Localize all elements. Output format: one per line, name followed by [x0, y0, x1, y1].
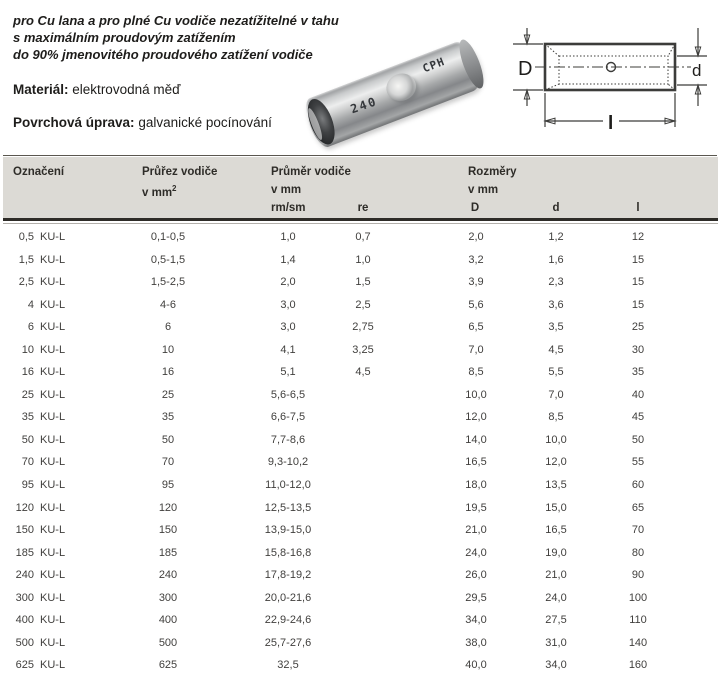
cell-prurez: 95	[161, 479, 175, 492]
cell-size: 2,5	[18, 276, 34, 289]
diagram-label-D: D	[518, 58, 533, 80]
cell-d: 27,5	[545, 614, 567, 627]
cell-d: 15,0	[545, 501, 567, 514]
cell-rm-sm: 20,0-21,6	[264, 591, 312, 604]
cell-rm-sm: 22,9-24,6	[264, 614, 312, 627]
cell-size: 50	[21, 433, 34, 446]
cell-l: 25	[631, 321, 645, 334]
header-prumer: Průměr vodiče	[271, 166, 351, 178]
intro-line-3: do 90% jmenovitého proudového zatížení vodiče	[13, 46, 313, 62]
table-row	[0, 519, 720, 542]
cell-type: KU-L	[40, 591, 66, 604]
cell-D: 3,2	[468, 253, 484, 266]
cell-size: 120	[15, 501, 34, 514]
cell-size: 500	[15, 636, 34, 649]
header-sub-re: re	[357, 202, 369, 214]
table-row	[0, 474, 720, 497]
cell-l: 15	[631, 253, 645, 266]
diagram-label-d: d	[692, 61, 702, 80]
cell-D: 8,5	[468, 366, 484, 379]
cell-rm-sm: 5,6-6,5	[270, 388, 306, 401]
cell-D: 7,0	[468, 343, 484, 356]
header-oznaceni: Označení	[13, 166, 65, 178]
table-row	[0, 294, 720, 317]
table-row	[0, 406, 720, 429]
table-row	[0, 316, 720, 339]
cell-type: KU-L	[40, 298, 66, 311]
cell-d: 1,2	[548, 231, 564, 243]
table-row	[0, 542, 720, 565]
cell-D: 40,0	[465, 659, 487, 672]
tube-marking-cph: CPH	[420, 54, 447, 76]
cell-d: 19,0	[545, 546, 567, 559]
cell-type: KU-L	[40, 636, 66, 649]
cell-D: 34,0	[465, 614, 487, 627]
cell-l: 70	[631, 524, 645, 537]
cell-re: 2,5	[355, 298, 371, 311]
cell-l: 45	[631, 411, 645, 424]
cell-size: 35	[21, 411, 34, 424]
unit-sup: 2	[172, 184, 177, 193]
table-row	[0, 451, 720, 474]
cell-D: 12,0	[465, 411, 487, 424]
cell-prurez: 25	[161, 388, 175, 401]
cell-D: 14,0	[465, 433, 487, 446]
cell-l: 35	[631, 366, 645, 379]
table-row	[0, 654, 720, 677]
cell-prurez: 0,1-0,5	[150, 231, 186, 243]
table-row	[0, 384, 720, 407]
header-sub-l: l	[636, 202, 640, 214]
cell-prurez: 625	[158, 659, 178, 672]
cell-size: 400	[15, 614, 34, 627]
cell-l: 30	[631, 343, 645, 356]
cell-prurez: 240	[158, 569, 178, 582]
cell-prurez: 400	[158, 614, 178, 627]
cell-prurez: 185	[158, 546, 178, 559]
header-rozmery: Rozměry	[468, 166, 517, 178]
cell-D: 10,0	[465, 388, 487, 401]
header-rozmery-unit: v mm	[468, 184, 499, 196]
table-row	[0, 271, 720, 294]
cell-prurez: 1,5-2,5	[150, 276, 186, 289]
tube-dimple	[382, 69, 420, 105]
cell-type: KU-L	[40, 411, 66, 424]
cell-rm-sm: 2,0	[280, 276, 296, 289]
cell-l: 140	[628, 636, 648, 649]
cell-rm-sm: 3,0	[280, 298, 296, 311]
cell-d: 2,3	[548, 276, 564, 289]
header-prumer-unit: v mm	[271, 184, 302, 196]
cell-prurez: 150	[158, 524, 178, 537]
dimension-diagram	[505, 5, 720, 155]
header-sub-d: d	[552, 202, 560, 214]
cell-l: 55	[631, 456, 645, 469]
tube-endcap	[455, 37, 489, 91]
cell-D: 3,9	[468, 276, 484, 289]
table-rows	[0, 226, 720, 677]
cell-prurez: 70	[161, 456, 175, 469]
cell-d: 34,0	[545, 659, 567, 672]
tube-marking-240: 240	[348, 94, 380, 117]
cell-type: KU-L	[40, 433, 66, 446]
cell-d: 10,0	[545, 433, 567, 446]
header-sub-rmsm: rm/sm	[271, 202, 306, 214]
cell-prurez: 35	[161, 411, 175, 424]
cell-l: 40	[631, 388, 645, 401]
cell-D: 29,5	[465, 591, 487, 604]
cell-l: 60	[631, 479, 645, 492]
cell-D: 16,5	[465, 456, 487, 469]
cell-size: 6	[27, 321, 34, 334]
cell-D: 18,0	[465, 479, 487, 492]
cell-l: 65	[631, 501, 645, 514]
cell-rm-sm: 7,7-8,6	[270, 433, 306, 446]
cell-rm-sm: 17,8-19,2	[264, 569, 312, 582]
table-row	[0, 429, 720, 452]
cell-re: 0,7	[355, 231, 371, 243]
cell-rm-sm: 11,0-12,0	[265, 479, 311, 492]
cell-rm-sm: 9,3-10,2	[267, 456, 309, 469]
cell-size: 95	[21, 479, 34, 492]
cell-size: 240	[15, 569, 34, 582]
cell-d: 31,0	[545, 636, 567, 649]
surface-label: Povrchová úprava:	[13, 115, 135, 130]
cell-d: 4,5	[548, 343, 564, 356]
cell-rm-sm: 15,8-16,8	[264, 546, 312, 559]
cell-D: 5,6	[468, 298, 484, 311]
cell-prurez: 10	[161, 343, 175, 356]
cell-type: KU-L	[40, 321, 66, 334]
cell-D: 24,0	[465, 546, 487, 559]
material-value: elektrovodná měď	[72, 82, 181, 97]
cell-type: KU-L	[40, 276, 66, 289]
material-spec	[13, 82, 180, 97]
cell-size: 70	[21, 456, 34, 469]
cell-prurez: 500	[158, 636, 178, 649]
cell-re: 1,0	[355, 253, 371, 266]
cell-prurez: 120	[158, 501, 178, 514]
table-header	[3, 157, 718, 218]
cell-d: 1,6	[548, 253, 564, 266]
cell-size: 25	[21, 388, 34, 401]
cell-size: 185	[15, 546, 34, 559]
cell-l: 50	[631, 433, 645, 446]
cell-re: 4,5	[355, 366, 371, 379]
cell-prurez: 50	[161, 433, 175, 446]
cell-d: 12,0	[545, 456, 567, 469]
cell-type: KU-L	[40, 366, 66, 379]
tube-connector-image	[301, 37, 488, 150]
cell-prurez: 0,5-1,5	[150, 253, 186, 266]
table-row	[0, 226, 720, 249]
cell-size: 150	[15, 524, 34, 537]
cell-type: KU-L	[40, 253, 66, 266]
cell-type: KU-L	[40, 524, 66, 537]
product-photo	[285, 30, 505, 155]
cell-type: KU-L	[40, 569, 66, 582]
cell-size: 300	[15, 591, 34, 604]
table-header-rule-thick	[3, 218, 718, 221]
cell-re: 1,5	[355, 276, 371, 289]
cell-size: 0,5	[18, 231, 34, 243]
diagram-label-l: l	[608, 113, 614, 134]
cell-prurez: 300	[158, 591, 178, 604]
cell-l: 90	[631, 569, 645, 582]
cell-prurez: 6	[164, 321, 172, 334]
cell-type: KU-L	[40, 501, 66, 514]
cell-type: KU-L	[40, 614, 66, 627]
unit-text: v mm	[142, 186, 173, 199]
cell-D: 21,0	[465, 524, 487, 537]
cell-l: 160	[628, 659, 648, 672]
cell-rm-sm: 12,5-13,5	[264, 501, 312, 514]
cell-rm-sm: 25,7-27,6	[264, 636, 312, 649]
cell-type: KU-L	[40, 479, 66, 492]
surface-spec	[13, 115, 272, 130]
cell-l: 15	[631, 276, 645, 289]
surface-value: galvanické pocínování	[138, 115, 272, 130]
table-row	[0, 497, 720, 520]
cell-size: 1,5	[18, 253, 34, 266]
intro-line-1: pro Cu lana a pro plné Cu vodiče nezatížitelné v tahu	[13, 13, 339, 28]
cell-D: 26,0	[465, 569, 487, 582]
cell-rm-sm: 5,1	[280, 366, 296, 379]
table-row	[0, 361, 720, 384]
cell-size: 10	[21, 343, 34, 356]
table-row	[0, 249, 720, 272]
cell-rm-sm: 1,0	[280, 231, 296, 243]
cell-D: 38,0	[465, 636, 487, 649]
cell-rm-sm: 32,5	[277, 659, 299, 672]
cell-re: 2,75	[352, 321, 374, 334]
cell-type: KU-L	[40, 388, 66, 401]
tube-opening	[302, 95, 340, 148]
cell-rm-sm: 3,0	[280, 321, 296, 334]
cell-l: 110	[629, 614, 647, 627]
cell-prurez: 4-6	[160, 298, 176, 311]
cell-type: KU-L	[40, 231, 66, 243]
cell-re: 3,25	[352, 343, 374, 356]
cell-D: 19,5	[465, 501, 487, 514]
table-row	[0, 564, 720, 587]
table-row	[0, 339, 720, 362]
cell-rm-sm: 13,9-15,0	[264, 524, 312, 537]
cell-d: 24,0	[545, 591, 567, 604]
header-sub-D: D	[470, 202, 480, 214]
header-prurez: Průřez vodiče	[142, 166, 218, 178]
cell-size: 16	[21, 366, 34, 379]
cell-size: 4	[27, 298, 34, 311]
table-row	[0, 587, 720, 610]
intro-line-2: s maximálním proudovým zatížením	[13, 29, 236, 45]
table-header-rule-thin	[3, 223, 718, 224]
cell-D: 2,0	[468, 231, 484, 243]
cell-rm-sm: 1,4	[280, 253, 296, 266]
cell-d: 16,5	[545, 524, 567, 537]
cell-d: 7,0	[548, 388, 564, 401]
cell-type: KU-L	[40, 546, 66, 559]
cell-d: 8,5	[548, 411, 564, 424]
cell-l: 12	[631, 231, 645, 243]
cell-l: 100	[628, 591, 648, 604]
cell-D: 6,5	[468, 321, 484, 334]
cell-type: KU-L	[40, 456, 66, 469]
cell-d: 3,6	[548, 298, 564, 311]
header-prurez-unit	[142, 184, 177, 199]
material-label: Materiál:	[13, 82, 69, 97]
cell-d: 5,5	[548, 366, 564, 379]
table-row	[0, 609, 720, 632]
cell-l: 80	[631, 546, 645, 559]
cell-type: KU-L	[40, 659, 66, 672]
cell-d: 13,5	[545, 479, 567, 492]
cell-prurez: 16	[161, 366, 175, 379]
cell-l: 15	[631, 298, 645, 311]
table-row	[0, 632, 720, 655]
cell-d: 3,5	[548, 321, 564, 334]
table-top-rule	[3, 155, 717, 156]
cell-type: KU-L	[40, 343, 66, 356]
cell-rm-sm: 4,1	[280, 343, 296, 356]
cell-size: 625	[15, 659, 34, 672]
cell-rm-sm: 6,6-7,5	[270, 411, 306, 424]
cell-d: 21,0	[545, 569, 567, 582]
